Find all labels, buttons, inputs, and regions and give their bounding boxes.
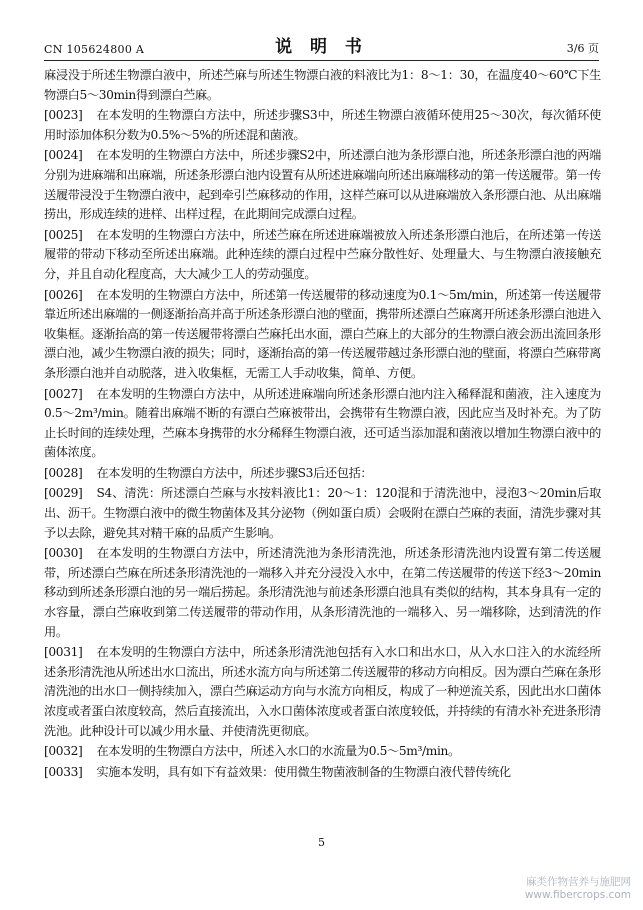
paragraph-number: [0027] <box>44 386 83 401</box>
paragraph-number: [0023] <box>44 108 83 123</box>
paragraph-number: [0028] <box>44 465 83 480</box>
paragraph-0031 <box>44 643 601 741</box>
publication-number: CN 105624800 A <box>44 43 145 56</box>
paragraph-text: 在本发明的生物漂白方法中，所述条形清洗池包括有入水口和出水口，从入水口注入的水流经所述条形清洗池从所述出水口流出，所述水流方向与所述第二传送履带的移动方向相反。因为漂白苎麻在条形清洗池的出水口一侧持续加入，漂白苎麻运动方向与水流方向相反，构成了一种逆流关系，因此出水口菌体浓度或者蛋白浓度较高，然后直接流出，入水口菌体浓度或者蛋白浓度较低，并持续的有清水补充进条形清洗池。此种设计可以减少用水量、并使清洗更彻底。 <box>44 645 601 738</box>
watermark-url: www.fibercrops.com <box>524 889 631 901</box>
paragraph-text: 麻浸没于所述生物漂白液中，所述苎麻与所述生物漂白液的料液比为1：8～1：30，在温度40～60℃下生物漂白5～30min得到漂白苎麻。 <box>44 68 601 102</box>
paragraph-text: 在本发明的生物漂白方法中，所述清洗池为条形清洗池，所述条形清洗池内设置有第二传送履带，所述漂白苎麻在所述条形清洗池的一端移入并充分浸没入水中，在第二传送履带的传送下经3～20min移动到所述条形漂白池的另一端后捞起。条形清洗池与前述条形漂白池具有类似的结构，其本身具有一定的水容量，漂白苎麻收到第二传送履带的带动作用，从条形清洗池的一端移入、另一端移除，达到清洗的作用。 <box>44 546 601 639</box>
paragraph-text: 在本发明的生物漂白方法中，所述步骤S3中，所述生物漂白液循环使用25～30次，每次循环使用时添加体积分数为0.5%～5%的所述混和菌液。 <box>44 108 601 142</box>
paragraph-text: S4、清洗：所述漂白苎麻与水按料液比1：20～1：120混和于清洗池中，浸泡3～20min后取出、沥干。生物漂白液中的微生物菌体及其分泌物（例如蛋白质）会吸附在漂白苎麻的表面，清洗步骤对其予以去除，避免其对精干麻的品质产生影响。 <box>44 486 601 540</box>
paragraph-text: 在本发明的生物漂白方法中，所述苎麻在所述进麻端被放入所述条形漂白池后，在所述第一传送履带的带动下移动至所述出麻端。此种连续的漂白过程中苎麻分散性好、处理量大、与生物漂白液接触充分，并且自动化程度高，大大减少工人的劳动强度。 <box>44 227 601 281</box>
paragraph-number: [0024] <box>44 148 83 163</box>
site-watermark <box>525 876 631 902</box>
paragraph-0028 <box>44 464 601 484</box>
document-title: 说 明 书 <box>275 37 368 57</box>
paragraph-0030 <box>44 544 601 642</box>
paragraph-number: [0030] <box>44 546 83 561</box>
paragraph-0023 <box>44 106 601 145</box>
paragraph-number: [0026] <box>44 287 83 302</box>
paragraph-continued <box>44 66 601 105</box>
paragraph-text: 在本发明的生物漂白方法中，从所述进麻端向所述条形漂白池内注入稀释混和菌液，注入速度为0.5～2m³/min。随着出麻端不断的有漂白苎麻被带出，会携带有生物漂白液，因此应当及时补充。为了防止长时间的连续处理，苎麻本身携带的水分稀释生物漂白液，还可适当添加混和菌液以增加生物漂白液中的菌体浓度。 <box>44 386 601 460</box>
paragraph-number: [0029] <box>44 486 83 501</box>
paragraph-number: [0032] <box>44 744 83 759</box>
watermark-site-name: 麻类作物营养与施肥网 <box>526 876 631 888</box>
paragraph-0027 <box>44 385 601 463</box>
paragraph-0033 <box>44 763 601 783</box>
paragraph-text: 实施本发明，具有如下有益效果：使用微生物菌液制备的生物漂白液代替传统化 <box>96 764 511 779</box>
paragraph-0026 <box>44 286 601 384</box>
paragraph-text: 在本发明的生物漂白方法中，所述入水口的水流量为0.5～5m³/min。 <box>96 744 460 759</box>
description-body <box>44 66 601 783</box>
paragraph-text: 在本发明的生物漂白方法中，所述步骤S2中，所述漂白池为条形漂白池，所述条形漂白池的两端分别为进麻端和出麻端，所述条形漂白池内设置有从所述进麻端向所述出麻端移动的第一传送履带。第一传送履带浸没于生物漂白液中，起到牵引苎麻移动的作用，这样苎麻可以从进麻端放入条形漂白池、从出麻端捞出，形成连续的进样、出样过程，在此期间完成漂白过程。 <box>44 148 601 222</box>
page-header <box>44 34 599 61</box>
paragraph-0024 <box>44 146 601 224</box>
paragraph-text: 在本发明的生物漂白方法中，所述步骤S3后还包括： <box>96 465 373 480</box>
paragraph-number: [0025] <box>44 227 83 242</box>
paragraph-0025 <box>44 226 601 285</box>
paragraph-0029 <box>44 484 601 543</box>
page-number: 5 <box>318 836 325 849</box>
paragraph-0032 <box>44 742 601 762</box>
paragraph-number: [0033] <box>44 764 83 779</box>
page-count: 3/6 页 <box>566 42 599 55</box>
paragraph-number: [0031] <box>44 645 83 660</box>
paragraph-text: 在本发明的生物漂白方法中，所述第一传送履带的移动速度为0.1～5m/min，所述第一传送履带靠近所述出麻端的一侧逐渐抬高并高于所述条形漂白池的壁面，携带所述漂白苎麻离开所述条形漂白池进入收集框。逐渐抬高的第一传送履带将漂白苎麻托出水面，漂白苎麻上的大部分的生物漂白液会沥出流回条形漂白池，减少生物漂白液的损失；同时，逐渐抬高的第一传送履带越过条形漂白池的壁面，将漂白苎麻带离条形漂白池并自动脱落，进入收集框，无需工人手动收集，简单、方便。 <box>44 287 601 380</box>
